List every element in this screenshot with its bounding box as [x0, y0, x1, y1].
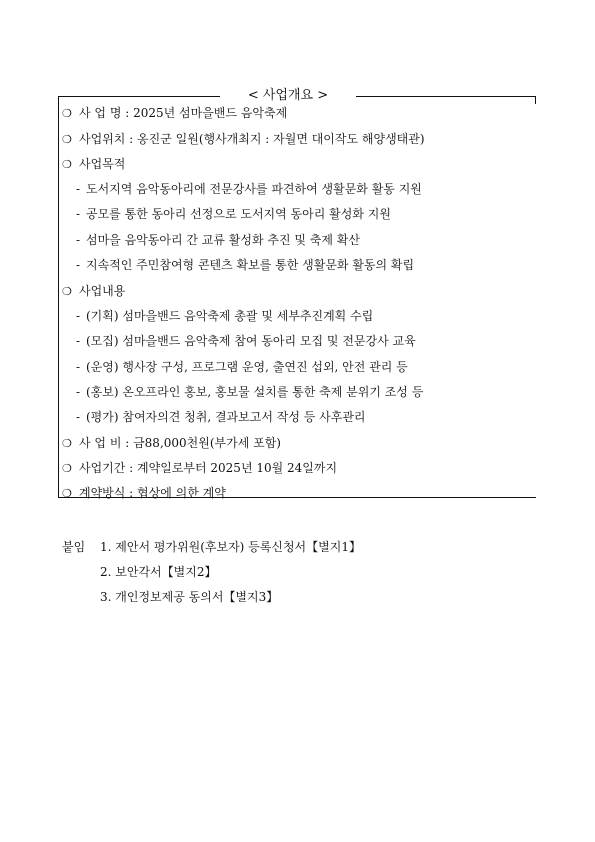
content-item-text: (모집) 섬마을밴드 음악축제 참여 동아리 모집 및 전문강사 교육	[86, 334, 416, 348]
purpose-item-text: 섬마을 음악동아리 간 교류 활성화 추진 및 축제 확산	[86, 233, 360, 247]
dash-mark: -	[76, 182, 81, 196]
bullet-icon: ❍	[62, 437, 72, 450]
box-top-border-left	[58, 96, 220, 97]
dash-mark: -	[76, 258, 81, 272]
overview-period	[62, 460, 337, 477]
overview-location	[62, 131, 425, 148]
content-item-text: (기획) 섬마을밴드 음악축제 총괄 및 세부추진계획 수립	[86, 309, 374, 323]
purpose-item	[76, 257, 414, 273]
attachment-item: 2. 보안각서【별지2】	[100, 565, 217, 579]
overview-budget-text: 사 업 비 : 금88,000천원(부가세 포함)	[79, 436, 281, 450]
bullet-icon: ❍	[62, 158, 72, 171]
purpose-item	[76, 232, 360, 248]
purpose-item	[76, 206, 391, 222]
content-item	[76, 333, 416, 349]
overview-name-text: 사 업 명 : 2025년 섬마을밴드 음악축제	[79, 106, 288, 120]
dash-mark: -	[76, 309, 81, 323]
content-item-text: (평가) 참여자의견 청취, 결과보고서 작성 등 사후관리	[86, 410, 366, 424]
content-item	[76, 359, 408, 375]
overview-method-text: 계약방식 : 협상에 의한 계약	[79, 486, 226, 500]
content-item	[76, 308, 373, 324]
box-right-tick	[535, 96, 536, 104]
bullet-icon: ❍	[62, 285, 72, 298]
dash-mark: -	[76, 334, 81, 348]
content-item	[76, 409, 366, 425]
attachment-item: 3. 개인정보제공 동의서【별지3】	[100, 590, 279, 604]
purpose-item-text: 지속적인 주민참여형 콘텐츠 확보를 통한 생활문화 활동의 확립	[86, 258, 415, 272]
purpose-item	[76, 181, 422, 197]
content-item-text: (홍보) 온오프라인 홍보, 홍보물 설치를 통한 축제 분위기 조성 등	[86, 385, 424, 399]
purpose-item-text: 공모를 통한 동아리 선정으로 도서지역 동아리 활성화 지원	[86, 207, 391, 221]
overview-location-text: 사업위치 : 옹진군 일원(행사개최지 : 자월면 대이작도 해양생태관)	[79, 132, 425, 146]
content-item	[76, 384, 423, 400]
purpose-item-text: 도서지역 음악동아리에 전문강사를 파견하여 생활문화 활동 지원	[86, 182, 422, 196]
bullet-icon: ❍	[62, 462, 72, 475]
dash-mark: -	[76, 233, 81, 247]
dash-mark: -	[76, 410, 81, 424]
overview-name	[62, 105, 287, 122]
attachment-item: 1. 제안서 평가위원(후보자) 등록신청서【별지1】	[100, 540, 361, 554]
overview-period-text: 사업기간 : 계약일로부터 2025년 10월 24일까지	[79, 461, 338, 475]
overview-method	[62, 485, 226, 502]
content-item-text: (운영) 행사장 구성, 프로그램 운영, 출연진 섭외, 안전 관리 등	[86, 360, 408, 374]
bullet-icon: ❍	[62, 107, 72, 120]
purpose-heading	[62, 156, 125, 173]
bullet-icon: ❍	[62, 487, 72, 500]
content-heading-text: 사업내용	[79, 284, 126, 298]
purpose-heading-text: 사업목적	[79, 157, 126, 171]
box-title: < 사업개요 >	[247, 88, 329, 103]
box-top-border-right	[356, 96, 536, 97]
overview-budget	[62, 435, 281, 452]
content-heading	[62, 283, 125, 300]
dash-mark: -	[76, 207, 81, 221]
attachments-label: 붙임	[62, 540, 86, 554]
dash-mark: -	[76, 360, 81, 374]
dash-mark: -	[76, 385, 81, 399]
bullet-icon: ❍	[62, 133, 72, 146]
